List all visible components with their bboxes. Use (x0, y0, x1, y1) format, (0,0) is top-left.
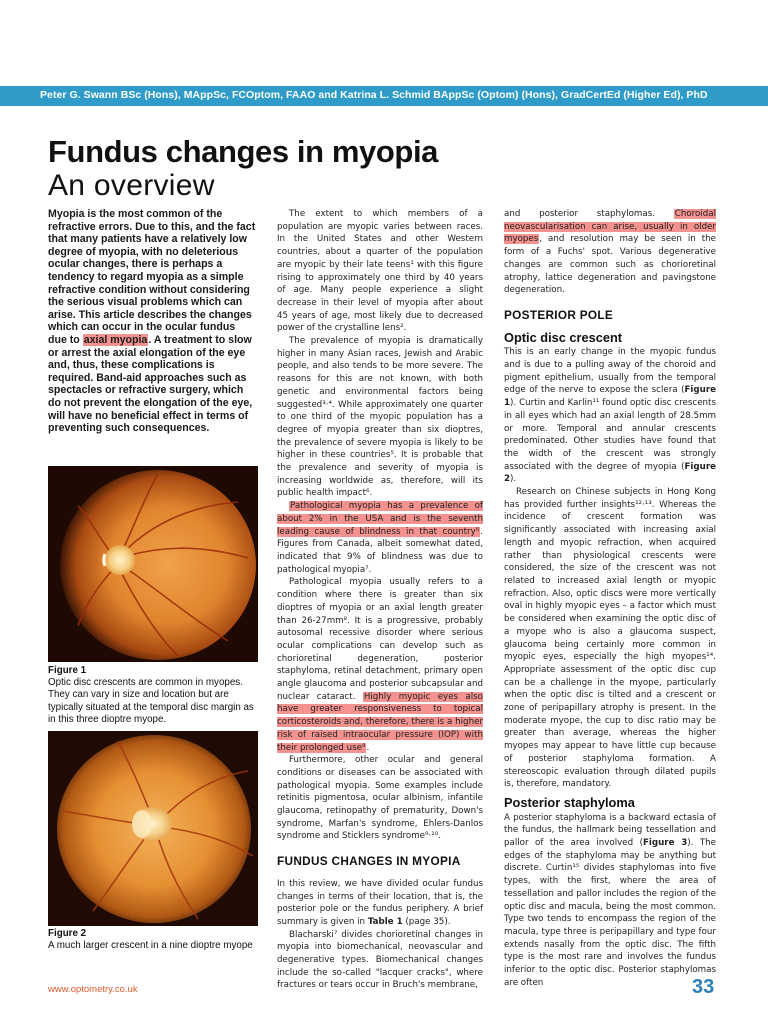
author-line: Peter G. Swann BSc (Hons), MAppSc, FCOptom, FAAO and Katrina L. Schmid BAppSc (Optom) (Hons), GradCertEd (Higher Ed), PhD (40, 89, 708, 101)
figure-2-reference: Figure 2 (504, 461, 716, 485)
footer-url[interactable]: www.optometry.co.uk (48, 984, 138, 995)
col2-paragraph-3-rest: . Figures from Canada, albeit somewhat dated, indicated that 9% of blindness was due to pathological myopia⁷. (277, 526, 483, 575)
section-heading-posterior-pole: POSTERIOR POLE (504, 307, 614, 322)
figure-2-caption (48, 928, 260, 952)
figure-1-image (48, 466, 258, 662)
col3-highlight: Choroidal neovascularisation can arise, usually in older myopes (504, 209, 716, 245)
figure-1-reference: Figure 1 (504, 385, 716, 409)
col3-paragraph-3: Research on Chinese subjects in Hong Kong has provided further insights¹²·¹³. Whereas the incidence of crescent formation was significantly associated with increasing axial length and myopic refraction, when acquired rather than physiological crescents were considered, the size of the crescent was not related to increased axial length or myopic refraction. Also, optic discs were more vertically oval in highly myopic eyes – a factor which must be considered when examining the optic disc of a myope who is also a glaucoma suspect, glaucoma being certainly more common in myopic eyes, especially the high myopes¹⁴. Appropriate assessment of the optic disc cup can be a challenge in the myope, particularly when the optic disc is tilted and a crescent or zone of peripapillary atrophy is present. In the moderate myope, the cup to disc ratio may be greater than average, whereas the higher myopes may appear to have little cup because of posterior staphyloma formation. A stereoscopic evaluation through dilated pupils is, therefore, mandatory. (504, 487, 716, 790)
fundus-photo-1 (48, 466, 258, 662)
col3-paragraph-2-b: ). Curtin and Karlin¹¹ found optic disc crescents in all eyes which had an axial length of 28.5mm or more. Temporal and annular crescents predominated. Other studies have found that the width of the crescent was strongly associated with the degree of myopia ( (504, 398, 716, 472)
col2-highlight-1: Pathological myopia has a prevalence of about 2% in the USA and is the seventh leading cause of blindness in that country⁵ (277, 501, 483, 537)
figure-2-image (48, 731, 258, 926)
figure-1-text: Optic disc crescents are common in myopes. They can vary in size and location but are typically situated at the temporal disc margin as in this three dioptre myope. (48, 677, 254, 725)
article-title: Fundus changes in myopia (48, 134, 439, 169)
col2-paragraph-4 (277, 576, 483, 754)
figure-1-label: Figure 1 (48, 665, 87, 676)
abstract (48, 208, 256, 435)
col2-paragraph-1: The extent to which members of a population are myopic varies between races. In the United States and other Western countries, about a quarter of the population are myopic by their late teens¹ with this figure rising to approximately one third by 40 years of age. Many people experience a slight decrease in their level of myopia after about 45 years of age, most likely due to decreased power of the crystalline lens². (277, 209, 483, 334)
column-2 (277, 208, 483, 992)
section-heading-fundus-changes: FUNDUS CHANGES IN MYOPIA (277, 854, 461, 869)
col3-paragraph-2 (504, 346, 716, 486)
col2-paragraph-4-start: Pathological myopia usually refers to a condition where there is greater than six dioptres of myopia or an axial length greater than 26-27mm⁸. It is a progressive, probably autosomal recessive disorder where serious ocular complications can develop such as chorioretinal degeneration, posterior staphyloma, retinal detachment, primary open angle glaucoma and posterior subcapsular and nuclear cataract. (277, 577, 483, 702)
col3-paragraph-2-a: This is an early change in the myopic fundus and is due to a pulling away of the choroid and pigment epithelium, usually from the temporal edge of the nerve to expose the sclera ( (504, 347, 716, 396)
table-1-reference: Table 1 (367, 916, 403, 927)
col3-paragraph-1-start: and posterior staphylomas. (504, 209, 674, 219)
col2-paragraph-3 (277, 500, 483, 576)
article-subtitle: An overview (48, 169, 215, 202)
col3-paragraph-4-a: A posterior staphyloma is a backward ectasia of the fundus, the hallmark being tessellation and pallor of the area involved ( (504, 812, 716, 849)
col2-paragraph-5: Furthermore, other ocular and general conditions or diseases can be associated with pathological myopia. Some examples include retinitis pigmentosa, ocular albinism, infantile glaucoma, retinopathy of prematurity, Down's syndrome, Marfan's syndrome, Ehlers-Danlos syndrome and Sticklers syndrome⁹·¹⁰. (277, 755, 483, 842)
subheading-optic-disc-crescent: Optic disc crescent (504, 329, 623, 345)
col2-paragraph-6 (277, 878, 483, 929)
figure-2-label: Figure 2 (48, 928, 87, 939)
abstract-text-rest: . A treatment to slow or arrest the axial elongation of the eye and, thus, these complications is required. Band-aid approaches such as spectacles or refractive surgery, which do not prevent the elongation of the eye, will have no beneficial effect in terms of preventing such consequences. (48, 333, 253, 435)
figure-2-text: A much larger crescent in a nine dioptre myope (48, 940, 253, 952)
figure-1-caption (48, 665, 260, 726)
fundus-photo-2 (48, 731, 258, 926)
page-number: 33 (692, 976, 715, 998)
col3-paragraph-1 (504, 208, 716, 297)
col2-highlight-2: Highly myopic eyes also have greater responsiveness to topical corticosteroids and, therefore, there is a higher risk of raised intraocular pressure (IOP) with their prolonged use⁹ (277, 691, 484, 753)
col2-paragraph-7: Blacharski⁷ divides chorioretinal changes in myopia into biomechanical, neovascular and degenerative types. Biomechanical changes include the so-called "lacquer cracks", where fractures or tears occur in Bruch's membrane, (277, 929, 483, 991)
col2-paragraph-6-start: In this review, we have divided ocular fundus changes in terms of their location, that is, the posterior pole or the fundus periphery. A brief summary is given in (277, 878, 483, 927)
abstract-text: Myopia is the most common of the refractive errors. Due to this, and the fact that many patients have a relatively low degree of myopia, with no deleterious ocular changes, there is perhaps a tendency to regard myopia as a simple refractive condition without considering the serious visual problems which can arise. This article describes the changes which can occur in the ocular fundus due to (48, 208, 256, 346)
col3-paragraph-1-end: , and resolution may be seen in the form of a Fuchs' spot. Various degenerative changes are common such as chorioretinal atrophy, lattice degeneration and pavingstone degeneration. (504, 234, 716, 296)
col2-paragraph-6-end: (page 35). (402, 916, 451, 927)
col3-paragraph-4 (504, 812, 716, 990)
author-bar (0, 86, 768, 106)
abstract-highlight: axial myopia (83, 333, 148, 346)
subheading-posterior-staphyloma: Posterior staphyloma (504, 794, 635, 810)
column-3 (504, 208, 716, 989)
col2-paragraph-4-end: . (366, 742, 370, 753)
figure-3-reference: Figure 3 (642, 838, 688, 849)
col3-paragraph-2-c: ). (510, 474, 517, 485)
col3-paragraph-4-b: ). The edges of the staphyloma may be anything but discrete. Curtin¹⁵ divides staphylomas into five types, with the first, where the area of tessellation and pallor includes the region of the optic disc and macula, being the most common. Type two tends to encompass the region of the macula, type three is peripapillary and type four extends nasally from the optic disc. The fifth type is the most rare and involves the fundus inferior to the optic disc. Posterior staphylomas are often (504, 838, 716, 988)
col2-paragraph-2: The prevalence of myopia is dramatically higher in many Asian races, Jewish and Arabic people, and also tends to be more severe. The reasons for this are not known, with both genetic and environmental factors being suggested³·⁴. While approximately one quarter to one third of the myopic population has a degree of myopia greater than six dioptres, the prevalence of severe myopia is likely to be higher in these countries⁵. It is probable that the prevalence and severity of myopia is increasing worldwide as, therefore, will its public health impact⁶. (277, 336, 483, 499)
